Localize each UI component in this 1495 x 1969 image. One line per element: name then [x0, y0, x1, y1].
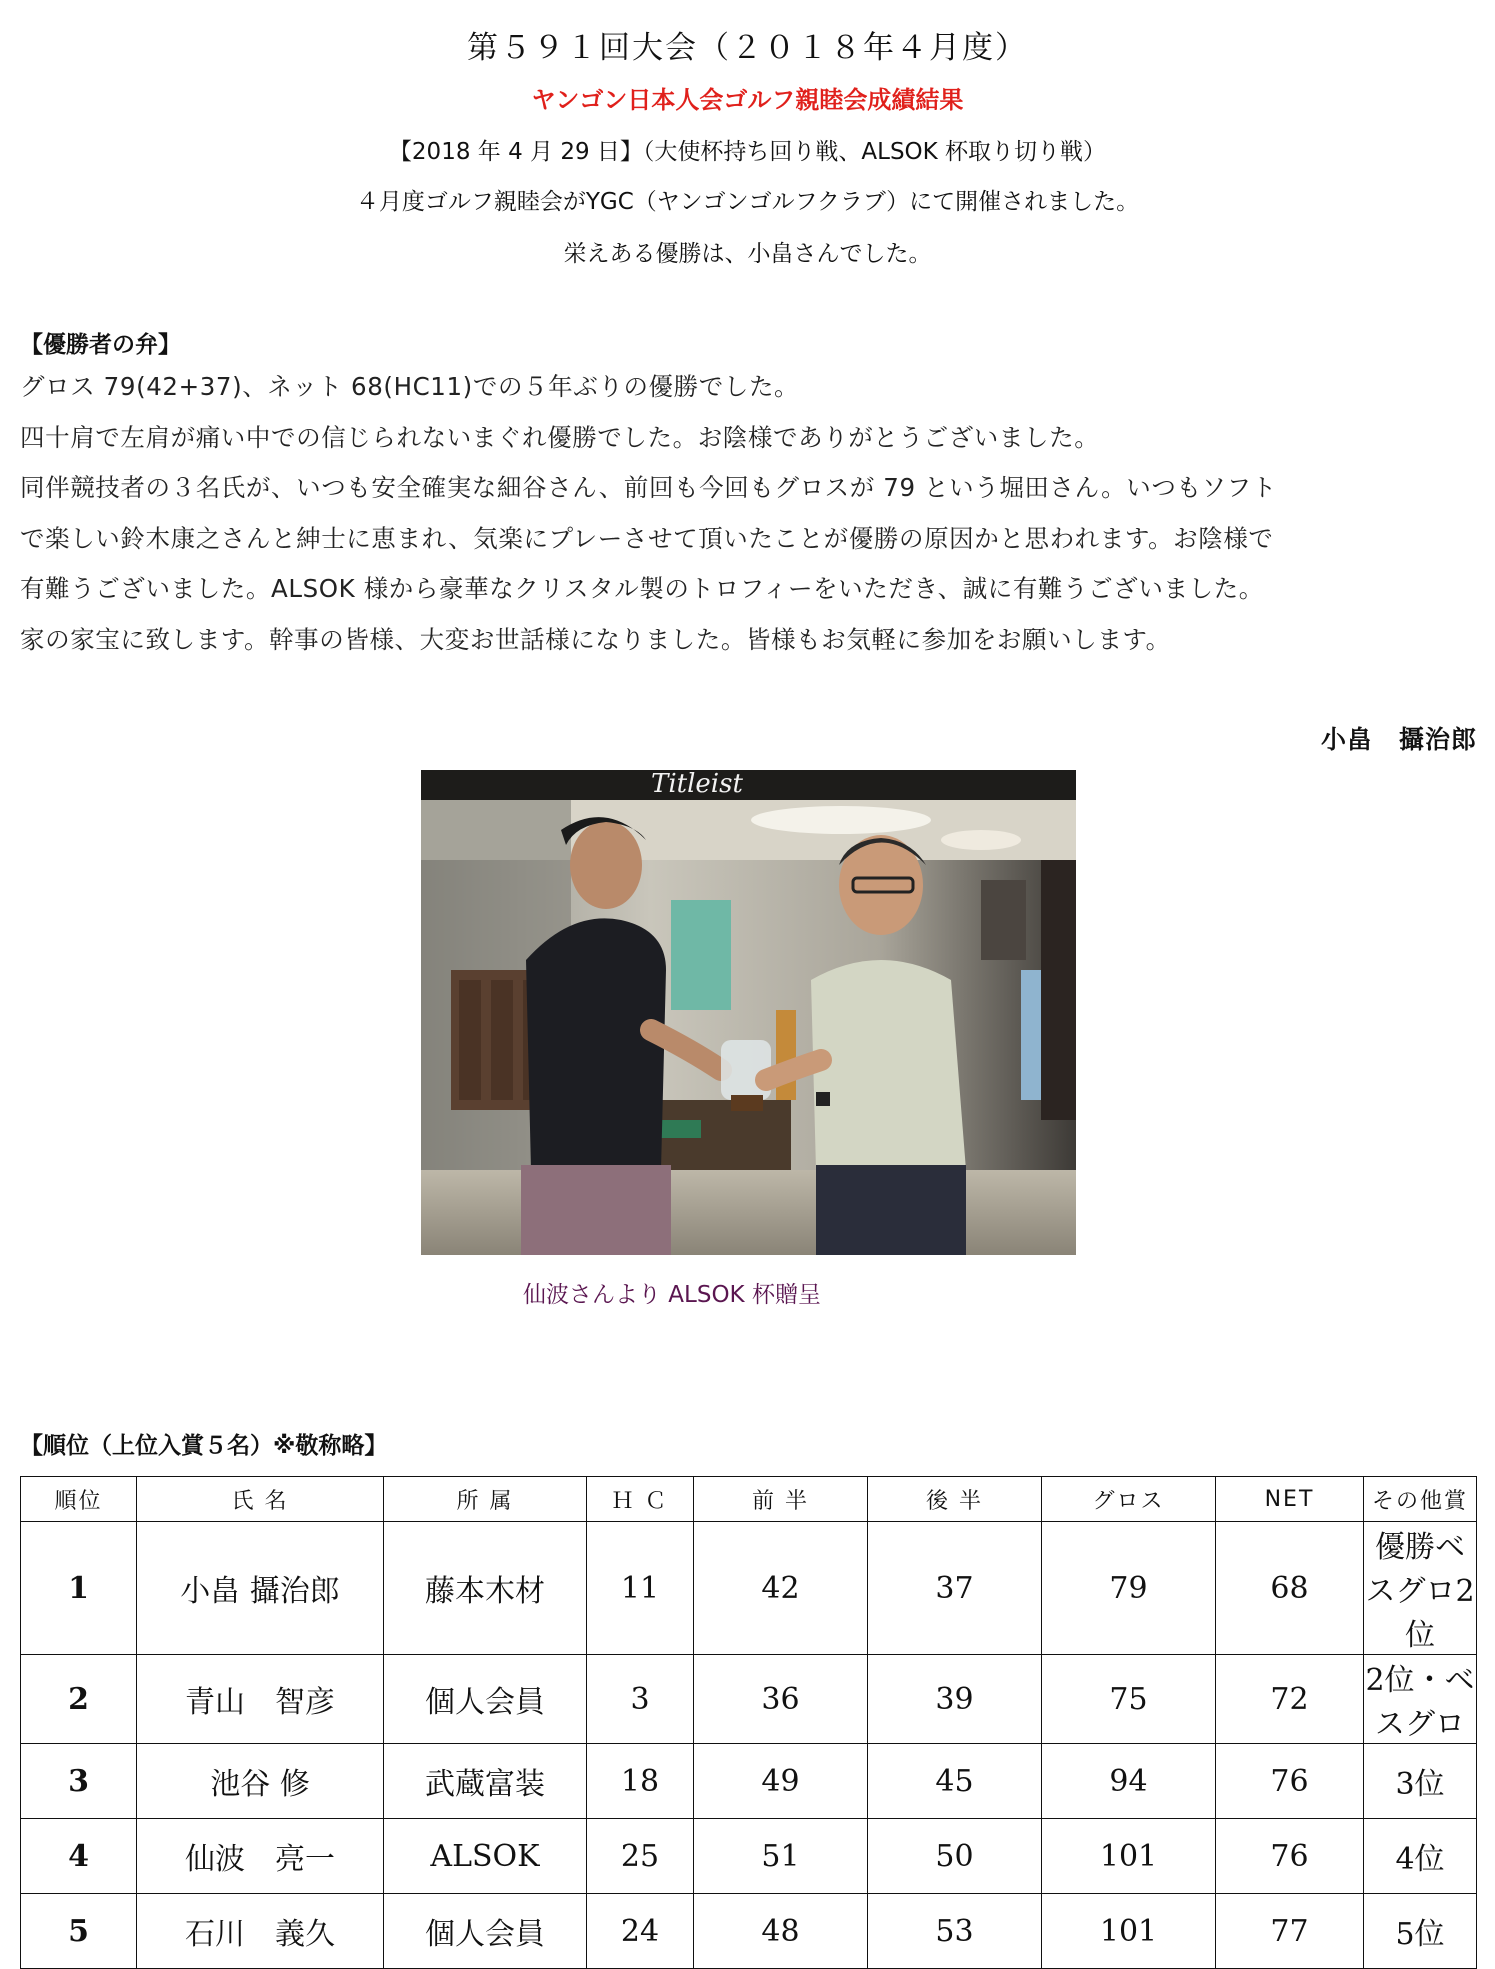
front-cell: 49	[694, 1744, 868, 1819]
name-cell: 仙波 亮一	[137, 1819, 384, 1894]
rank-cell: 4	[21, 1819, 137, 1894]
speech-line: 四十肩で左肩が痛い中での信じられないまぐれ優勝でした。お陰様でありがとうございました。	[20, 422, 1100, 452]
col-rank-header: 順位	[21, 1477, 137, 1522]
speech-line: 家の家宝に致します。幹事の皆様、大変お世話様になりました。皆様もお気軽に参加をお願いします。	[20, 624, 1171, 654]
titleist-sign: Titleist	[651, 770, 743, 799]
hc-cell: 25	[587, 1819, 694, 1894]
speech-line: グロス 79(42+37)、ネット 68(HC11)での５年ぶりの優勝でした。	[20, 372, 800, 401]
club-cell: 個人会員	[384, 1894, 587, 1969]
col-hc-header: Ｈ Ｃ	[587, 1477, 694, 1522]
net-cell: 77	[1216, 1894, 1364, 1969]
net-cell: 72	[1216, 1655, 1364, 1744]
prize-cell: 4位	[1364, 1819, 1477, 1894]
gross-cell: 79	[1042, 1522, 1216, 1655]
rank-cell: 3	[21, 1744, 137, 1819]
name-cell: 池谷 修	[137, 1744, 384, 1819]
net-cell: 68	[1216, 1522, 1364, 1655]
club-cell: 武蔵富装	[384, 1744, 587, 1819]
rank-cell: 1	[21, 1522, 137, 1655]
front-cell: 51	[694, 1819, 868, 1894]
name-cell: 石川 義久	[137, 1894, 384, 1969]
club-cell: ALSOK	[384, 1819, 587, 1894]
back-cell: 50	[868, 1819, 1042, 1894]
gross-cell: 101	[1042, 1819, 1216, 1894]
table-row	[21, 1744, 1477, 1819]
back-cell: 45	[868, 1744, 1042, 1819]
results-heading: 【順位（上位入賞５名）※敬称略】	[20, 1433, 388, 1459]
front-cell: 42	[694, 1522, 868, 1655]
col-prize-header: その他賞	[1364, 1477, 1477, 1522]
table-row	[21, 1522, 1477, 1655]
speech-heading: 【優勝者の弁】	[20, 332, 181, 358]
col-name-header: 氏 名	[137, 1477, 384, 1522]
venue-line: ４月度ゴルフ親睦会がYGC（ヤンゴンゴルフクラブ）にて開催されました。	[355, 189, 1140, 215]
club-cell: 個人会員	[384, 1655, 587, 1744]
net-cell: 76	[1216, 1819, 1364, 1894]
prize-cell: 5位	[1364, 1894, 1477, 1969]
gross-cell: 94	[1042, 1744, 1216, 1819]
name-cell: 小畠 攝治郎	[137, 1522, 384, 1655]
winner-line: 栄えある優勝は、小畠さんでした。	[563, 241, 932, 267]
prize-cell: 3位	[1364, 1744, 1477, 1819]
speech-line: で楽しい鈴木康之さんと紳士に恵まれ、気楽にプレーさせて頂いたことが優勝の原因かと思われます。お陰様で	[20, 523, 1274, 553]
prize-cell: 2位・ベスグロ	[1364, 1655, 1477, 1744]
club-cell: 藤本木材	[384, 1522, 587, 1655]
back-cell: 39	[868, 1655, 1042, 1744]
rank-cell: 2	[21, 1655, 137, 1744]
gross-cell: 101	[1042, 1894, 1216, 1969]
speech-signature: 小畠 攝治郎	[1320, 725, 1477, 754]
table-row	[21, 1655, 1477, 1744]
photo-illustration	[421, 770, 1076, 1255]
trophy-presentation-photo	[421, 770, 1076, 1255]
table-row	[21, 1819, 1477, 1894]
gross-cell: 75	[1042, 1655, 1216, 1744]
front-cell: 36	[694, 1655, 868, 1744]
date-line: 【2018 年 4 月 29 日】（大使杯持ち回り戦、ALSOK 杯取り切り戦）	[388, 139, 1107, 165]
back-cell: 37	[868, 1522, 1042, 1655]
col-net-header: NET	[1216, 1477, 1364, 1522]
col-gross-header: グロス	[1042, 1477, 1216, 1522]
hc-cell: 3	[587, 1655, 694, 1744]
col-back-header: 後 半	[868, 1477, 1042, 1522]
hc-cell: 18	[587, 1744, 694, 1819]
net-cell: 76	[1216, 1744, 1364, 1819]
back-cell: 53	[868, 1894, 1042, 1969]
front-cell: 48	[694, 1894, 868, 1969]
hc-cell: 11	[587, 1522, 694, 1655]
table-row	[21, 1894, 1477, 1969]
hc-cell: 24	[587, 1894, 694, 1969]
name-cell: 青山 智彦	[137, 1655, 384, 1744]
page-title: 第５９１回大会（２０１８年４月度）	[467, 30, 1028, 66]
winner-speech	[20, 362, 1480, 665]
col-club-header: 所 属	[384, 1477, 587, 1522]
speech-line: 有難うございました。ALSOK 様から豪華なクリスタル製のトロフィーをいただき、誠に有難うございました。	[20, 574, 1264, 603]
col-front-header: 前 半	[694, 1477, 868, 1522]
results-table	[20, 1476, 1477, 1969]
speech-line: 同伴競技者の３名氏が、いつも安全確実な細谷さん、前回も今回もグロスが 79 という堀田さん。いつもソフト	[20, 473, 1277, 502]
photo-caption: 仙波さんより ALSOK 杯贈呈	[523, 1282, 821, 1308]
table-header-row	[21, 1477, 1477, 1522]
rank-cell: 5	[21, 1894, 137, 1969]
prize-cell: 優勝ベスグロ2位	[1364, 1522, 1477, 1655]
page-subtitle: ヤンゴン日本人会ゴルフ親睦会成績結果	[531, 86, 964, 114]
